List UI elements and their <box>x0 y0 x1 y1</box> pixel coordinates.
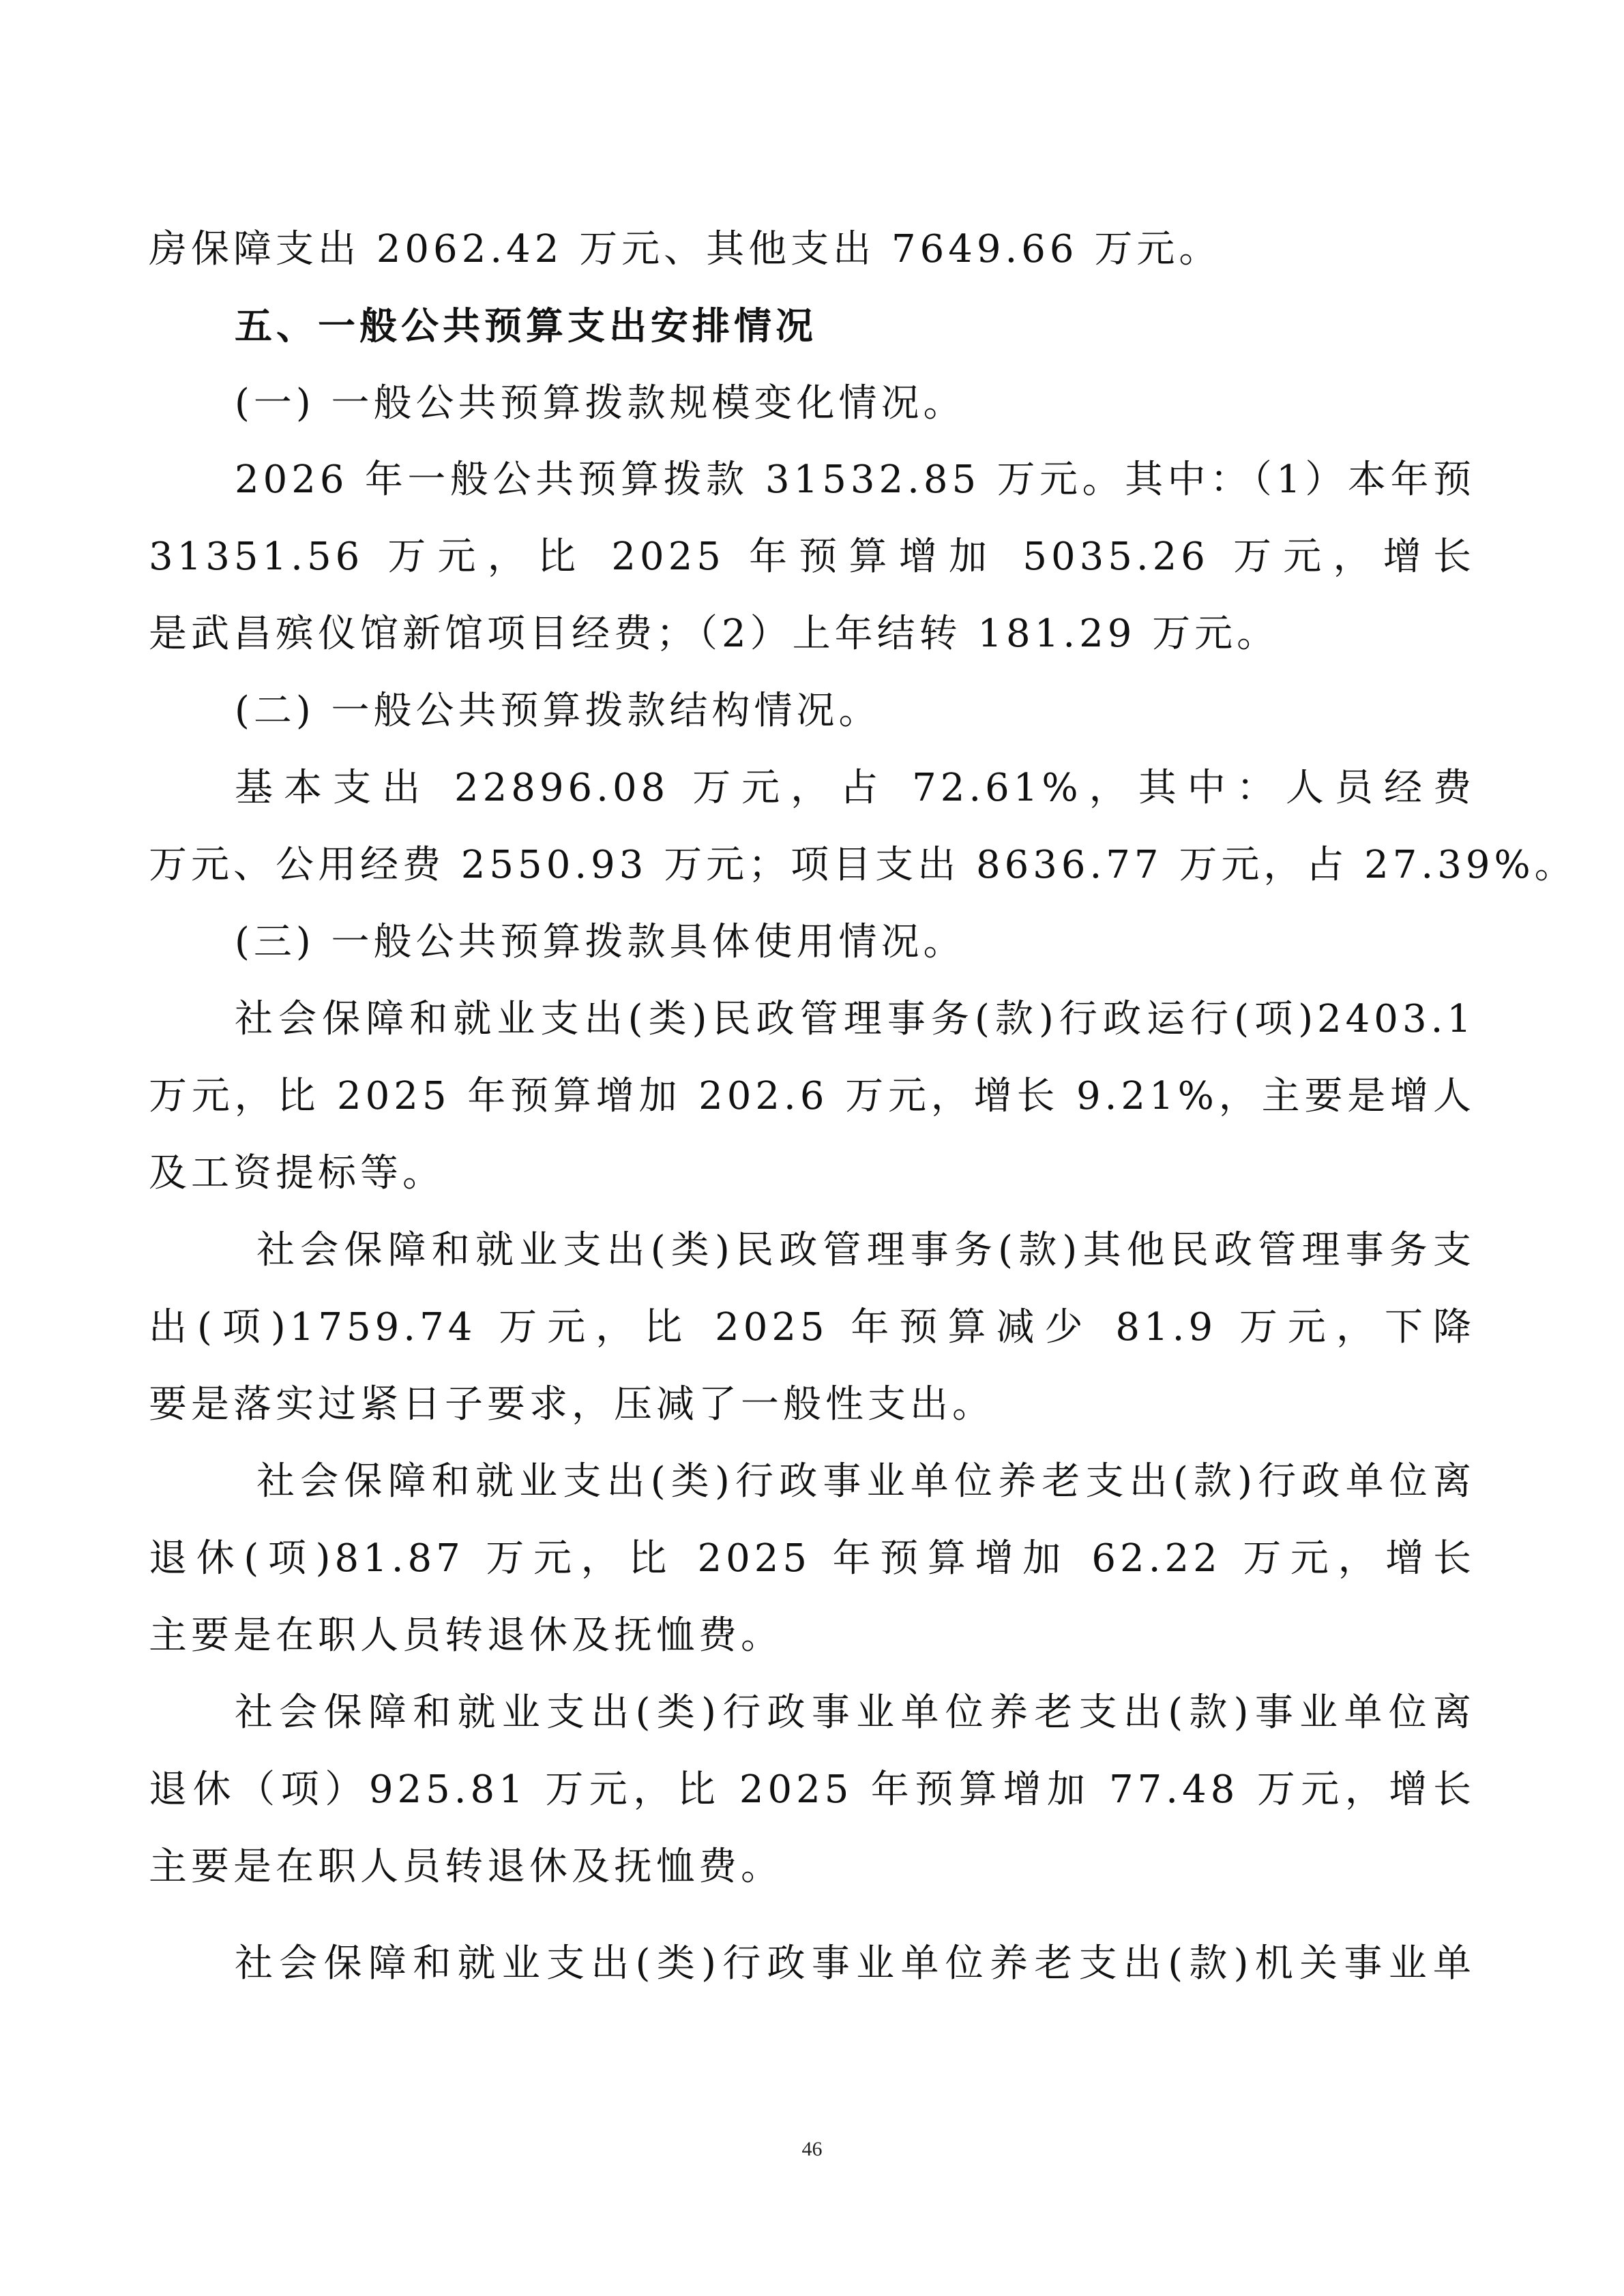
paragraph-line: 出(项)1759.74 万元，比 2025 年预算减少 81.9 万元，下降 <box>149 1305 1475 1350</box>
paragraph-line: 退休(项)81.87 万元，比 2025 年预算增加 62.22 万元，增长 <box>149 1536 1475 1581</box>
subsection-heading: (一) 一般公共预算拨款规模变化情况。 <box>235 381 966 426</box>
paragraph-line: 社会保障和就业支出(类)行政事业单位养老支出(款)机关事业单 <box>235 1941 1475 1986</box>
paragraph-line: 要是落实过紧日子要求，压减了一般性支出。 <box>149 1382 994 1427</box>
paragraph-line: 及工资提标等。 <box>149 1151 445 1195</box>
paragraph-line: 社会保障和就业支出(类)行政事业单位养老支出(款)事业单位离 <box>235 1690 1475 1735</box>
paragraph-line: 主要是在职人员转退休及抚恤费。 <box>149 1613 783 1658</box>
paragraph-line: 退休（项）925.81 万元，比 2025 年预算增加 77.48 万元，增长 <box>149 1768 1475 1812</box>
paragraph-line: 万元，比 2025 年预算增加 202.6 万元，增长 9.21%，主要是增人 <box>149 1074 1475 1118</box>
paragraph-line: 31351.56 万元，比 2025 年预算增加 5035.26 万元，增长 <box>149 535 1475 579</box>
paragraph-line: 社会保障和就业支出(类)民政管理事务(款)行政运行(项)2403.1 <box>235 997 1475 1041</box>
paragraph-line: 社会保障和就业支出(类)行政事业单位养老支出(款)行政单位离 <box>256 1459 1475 1504</box>
paragraph-line: 是武昌殡仪馆新馆项目经费；（2）上年结转 181.29 万元。 <box>149 612 1280 656</box>
paragraph-line: 主要是在职人员转退休及抚恤费。 <box>149 1845 783 1889</box>
paragraph-line: 房保障支出 2062.42 万元、其他支出 7649.66 万元。 <box>149 227 1222 271</box>
subsection-heading: (二) 一般公共预算拨款结构情况。 <box>235 689 881 733</box>
paragraph-line: 社会保障和就业支出(类)民政管理事务(款)其他民政管理事务支 <box>256 1228 1475 1272</box>
subsection-heading: (三) 一般公共预算拨款具体使用情况。 <box>235 920 966 964</box>
paragraph-line: 基本支出 22896.08 万元，占 72.61%，其中：人员经费 <box>235 766 1475 810</box>
page-number: 46 <box>801 2138 823 2160</box>
paragraph-line: 万元、公用经费 2550.93 万元；项目支出 8636.77 万元，占 27.39%。 <box>149 843 1577 887</box>
section-heading: 五、一般公共预算支出安排情况 <box>235 304 818 348</box>
paragraph-line: 2026 年一般公共预算拨款 31532.85 万元。其中：（1）本年预 <box>235 458 1475 502</box>
